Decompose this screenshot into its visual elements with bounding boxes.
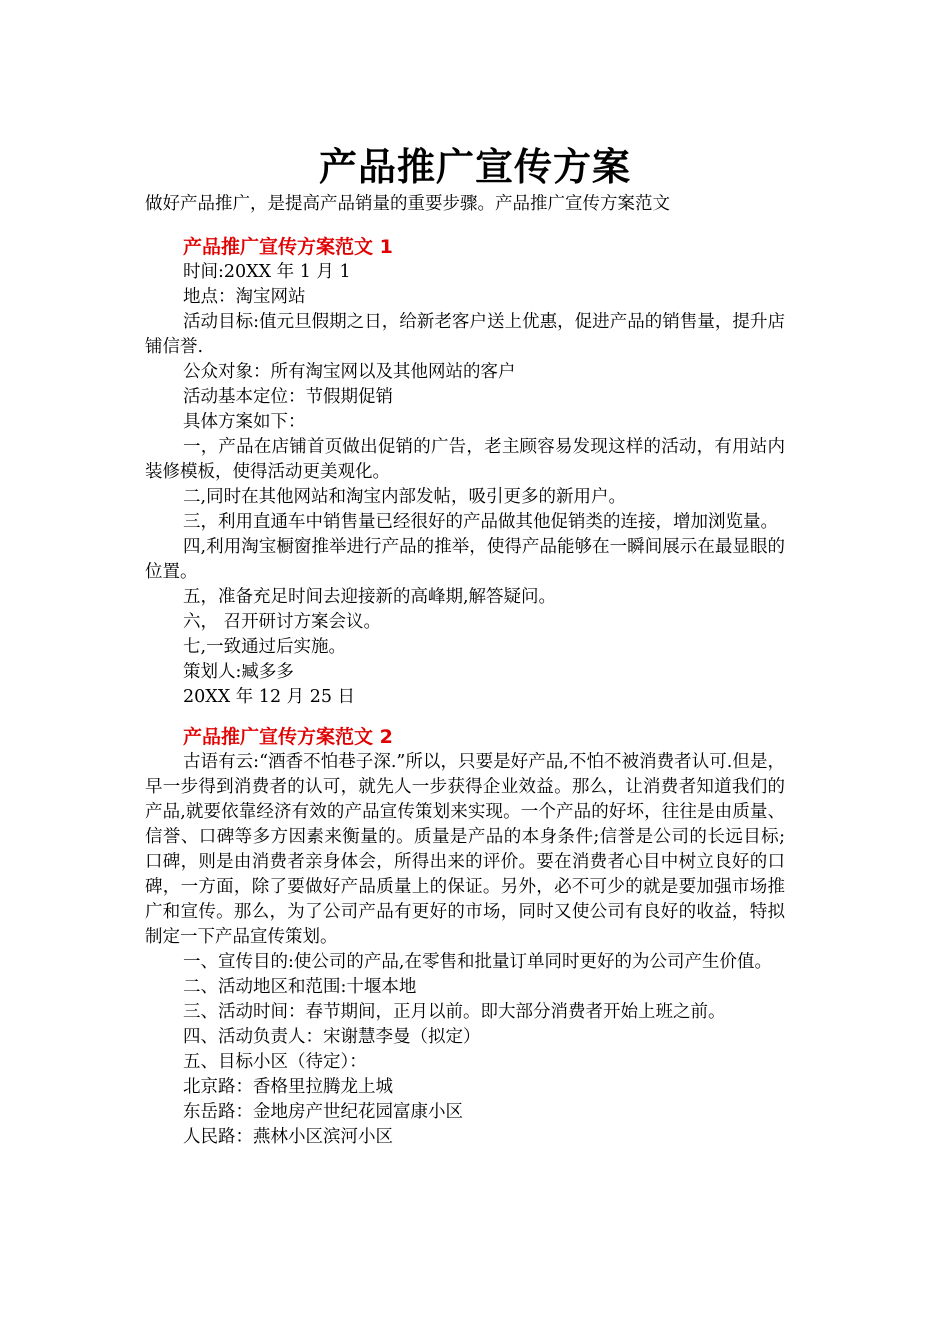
section-1-audience: 公众对象：所有淘宝网以及其他网站的客户 (183, 362, 516, 382)
section-2-time: 三、活动时间：春节期间，正月以前。即大部分消费者开始上班之前。 (183, 1002, 726, 1022)
section-1-plan-item-5: 五，准备充足时间去迎接新的高峰期,解答疑问。 (183, 587, 557, 607)
section-2-community-dongyue-road: 东岳路：金地房产世纪花园富康小区 (183, 1102, 463, 1122)
section-1-positioning: 活动基本定位：节假期促销 (183, 387, 393, 407)
section-1-goal: 活动目标:值元旦假期之日，给新老客户送上优惠，促进产品的销售量，提升店铺信誉. (145, 312, 785, 357)
section-2-purpose: 一、宣传目的:使公司的产品,在零售和批量订单同时更好的为公司产生价值。 (183, 952, 772, 972)
section-2-heading: 产品推广宣传方案范文 2 (183, 726, 393, 748)
section-1-plan-item-7: 七,一致通过后实施。 (183, 637, 347, 657)
section-2-community-beijing-road: 北京路：香格里拉腾龙上城 (183, 1077, 393, 1097)
section-2-owner: 四、活动负责人：宋谢慧李曼（拟定） (183, 1027, 481, 1047)
section-1-plan-item-2: 二,同时在其他网站和淘宝内部发帖，吸引更多的新用户。 (183, 487, 627, 507)
intro-paragraph: 做好产品推广，是提高产品销量的重要步骤。产品推广宣传方案范文 (145, 194, 670, 214)
section-2-intro-paragraph: 古语有云:“酒香不怕巷子深.”所以，只要是好产品,不怕不被消费者认可.但是，早一步得到消费者的认可，就先人一步获得企业效益。那么，让消费者知道我们的产品,就要依靠经济有效的产品宣传策划来实现。一个产品的好坏，往往是由质量、信誉、口碑等多方因素来衡量的。质量是产品的本身条件;信誉是公司的长远目标;口碑，则是由消费者亲身体会，所得出来的评价。要在消费者心目中树立良好的口碑，一方面，除了要做好产品质量上的保证。另外，必不可少的就是要加强市场推广和宣传。那么，为了公司产品有更好的市场，同时又使公司有良好的收益，特拟制定一下产品宣传策划。 (145, 752, 785, 947)
section-2-region: 二、活动地区和范围:十堰本地 (183, 977, 417, 997)
section-2-community-renmin-road: 人民路：燕林小区滨河小区 (183, 1127, 393, 1147)
document-body (145, 192, 785, 1150)
document-title: 产品推广宣传方案 (318, 144, 631, 189)
section-1-time: 时间:20XX 年 1 月 1 (183, 262, 351, 282)
section-1-planner: 策划人:臧多多 (183, 662, 294, 682)
section-1-plan-item-1: 一，产品在店铺首页做出促销的广告，老主顾容易发现这样的活动，有用站内装修模板，使得活动更美观化。 (145, 437, 785, 482)
section-1-location: 地点：淘宝网站 (183, 287, 306, 307)
section-2-target-communities: 五、目标小区（待定）： (183, 1052, 367, 1072)
section-1-date: 20XX 年 12 月 25 日 (183, 687, 356, 707)
section-1-plan-item-3: 三，利用直通车中销售量已经很好的产品做其他促销类的连接，增加浏览量。 (183, 512, 778, 532)
section-1-plan-item-6: 六， 召开研讨方案会议。 (183, 612, 382, 632)
section-1-heading: 产品推广宣传方案范文 1 (183, 236, 393, 258)
section-1-plan-item-4: 四,利用淘宝橱窗推举进行产品的推举，使得产品能够在一瞬间展示在最显眼的位置。 (145, 537, 785, 582)
section-1-plan-intro: 具体方案如下： (183, 412, 306, 432)
